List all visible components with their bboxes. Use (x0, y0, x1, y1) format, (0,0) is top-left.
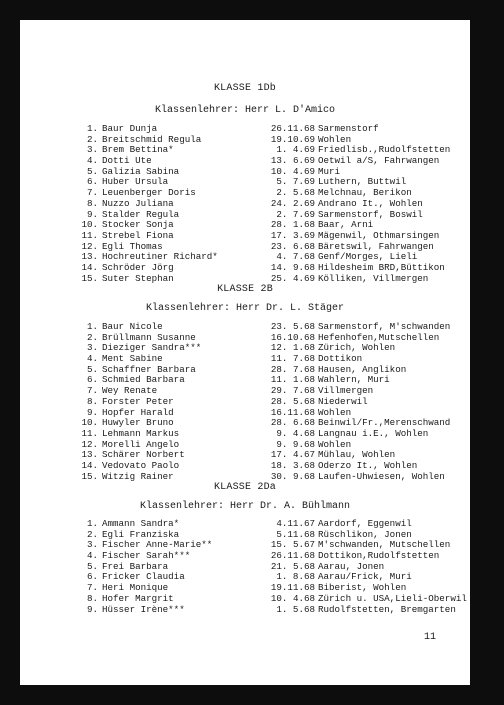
student-name: Schröder Jörg (102, 261, 174, 273)
student-list-1db (80, 124, 465, 284)
student-name: Fricker Claudia (102, 571, 185, 583)
student-row (80, 605, 465, 616)
student-name: Dieziger Sandra*** (102, 342, 202, 354)
birth-date: 10. 4.69 (270, 165, 315, 177)
student-name: Hopfer Harald (102, 406, 174, 418)
hometown: Dottikon (318, 353, 363, 365)
birth-date: 25. 4.69 (270, 272, 315, 284)
student-list-2da (80, 519, 465, 615)
birth-date: 1. 8.68 (276, 571, 315, 583)
birth-date: 13. 6.69 (270, 155, 315, 167)
birth-date: 23. 5.68 (270, 321, 315, 332)
hometown: Wahlern, Muri (318, 374, 390, 386)
hometown: Mühlau, Wohlen (318, 449, 396, 461)
student-row (80, 429, 465, 440)
birth-date: 5.11.68 (276, 528, 315, 540)
student-name: Morelli Angelo (102, 438, 180, 450)
birth-date: 9. 9.68 (276, 438, 315, 450)
hometown: Aardorf, Eggenwil (318, 518, 412, 529)
birth-date: 21. 5.68 (270, 560, 315, 572)
hometown: Aarau, Jonen (318, 560, 385, 572)
student-row (80, 274, 465, 285)
hometown: Hefenhofen,Mutschellen (318, 331, 440, 343)
student-row (80, 594, 465, 605)
student-number: 2. (86, 528, 98, 540)
birth-date: 1. 5.68 (276, 603, 315, 615)
student-number: 13. (81, 251, 98, 263)
student-name: Fischer Anne-Marie** (102, 539, 213, 551)
student-list-2b (80, 322, 465, 482)
hometown: Aarau/Frick, Muri (318, 571, 412, 583)
student-row (80, 472, 465, 483)
birth-date: 17. 4.67 (270, 449, 315, 461)
student-name: Hüsser Irène*** (102, 603, 185, 615)
birth-date: 4. 7.68 (276, 251, 315, 263)
student-number: 14. (81, 459, 98, 471)
student-number: 11. (81, 427, 98, 439)
student-name: Brem Bettina* (102, 144, 174, 156)
student-name: Galizia Sabina (102, 165, 180, 177)
student-number: 8. (86, 395, 98, 407)
student-name: Fischer Sarah*** (102, 550, 191, 562)
student-name: Suter Stephan (102, 272, 174, 284)
student-number: 10. (81, 417, 98, 429)
hometown: Melchnau, Berikon (318, 187, 412, 199)
student-number: 1. (86, 123, 98, 134)
birth-date: 16.11.68 (270, 406, 315, 418)
student-name: Stocker Sonja (102, 219, 174, 231)
student-number: 11. (81, 229, 98, 241)
student-number: 15. (81, 272, 98, 284)
student-name: Schaffner Barbara (102, 363, 196, 375)
student-name: Breitschmid Regula (102, 133, 202, 145)
birth-date: 19.11.68 (270, 582, 315, 594)
student-number: 12. (81, 240, 98, 252)
student-number: 3. (86, 342, 98, 354)
hometown: Laufen-Uhwiesen, Wohlen (318, 470, 445, 482)
birth-date: 28. 7.68 (270, 363, 315, 375)
hometown: Kölliken, Villmergen (318, 272, 429, 284)
hometown: Rudolfstetten, Bremgarten (318, 603, 456, 615)
student-name: Witzig Rainer (102, 470, 174, 482)
student-name: Ment Sabine (102, 353, 163, 365)
hometown: Bäretswil, Fahrwangen (318, 240, 434, 252)
hometown: Oderzo It., Wohlen (318, 459, 418, 471)
student-number: 9. (86, 208, 98, 220)
student-number: 5. (86, 560, 98, 572)
hometown: Zürich u. USA,Lieli-Oberwil (318, 592, 467, 604)
student-name: Egli Franziska (102, 528, 180, 540)
hometown: Genf/Morges, Lieli (318, 251, 418, 263)
hometown: Oetwil a/S, Fahrwangen (318, 155, 440, 167)
student-number: 7. (86, 582, 98, 594)
hometown: Wohlen (318, 406, 352, 418)
section-teacher-2da: Klassenlehrer: Herr Dr. A. Bühlmann (139, 501, 351, 512)
hometown: Zürich, Wohlen (318, 342, 396, 354)
student-name: Forster Peter (102, 395, 174, 407)
hometown: Dottikon,Rudolfstetten (318, 550, 440, 562)
student-name: Ammann Sandra* (102, 518, 180, 529)
birth-date: 29. 7.68 (270, 385, 315, 397)
hometown: Sarmenstorf, Boswil (318, 208, 423, 220)
student-number: 1. (86, 321, 98, 332)
hometown: Villmergen (318, 385, 374, 397)
hometown: Baar, Arni (318, 219, 374, 231)
student-number: 12. (81, 438, 98, 450)
student-row (80, 397, 465, 408)
student-name: Leuenberger Doris (102, 187, 196, 199)
student-name: Dotti Ute (102, 155, 152, 167)
birth-date: 11. 1.68 (270, 374, 315, 386)
student-number: 8. (86, 592, 98, 604)
birth-date: 17. 3.69 (270, 229, 315, 241)
birth-date: 28. 5.68 (270, 395, 315, 407)
hometown: Biberist, Wohlen (318, 582, 407, 594)
birth-date: 2. 5.68 (276, 187, 315, 199)
birth-date: 28. 1.68 (270, 219, 315, 231)
hometown: Andrano It., Wohlen (318, 197, 423, 209)
student-number: 1. (86, 518, 98, 529)
student-name: Brüllmann Susanne (102, 331, 196, 343)
birth-date: 5. 7.69 (276, 176, 315, 188)
birth-date: 1. 4.69 (276, 144, 315, 156)
student-number: 6. (86, 176, 98, 188)
hometown: Beinwil/Fr.,Merenschwand (318, 417, 451, 429)
student-number: 14. (81, 261, 98, 273)
student-name: Huber Ursula (102, 176, 169, 188)
student-number: 5. (86, 165, 98, 177)
birth-date: 2. 7.69 (276, 208, 315, 220)
student-number: 15. (81, 470, 98, 482)
birth-date: 23. 6.68 (270, 240, 315, 252)
student-number: 2. (86, 133, 98, 145)
student-name: Wey Renate (102, 385, 158, 397)
student-name: Huwyler Bruno (102, 417, 174, 429)
section-teacher-1db: Klassenlehrer: Herr L. D'Amico (154, 105, 336, 116)
section-title-1db: KLASSE 1Db (213, 83, 276, 94)
student-number: 5. (86, 363, 98, 375)
student-name: Hofer Margrit (102, 592, 174, 604)
student-name: Heri Monique (102, 582, 169, 594)
student-number: 4. (86, 155, 98, 167)
hometown: Hildesheim BRD,Büttikon (318, 261, 445, 273)
student-number: 9. (86, 406, 98, 418)
student-name: Hochreutiner Richard* (102, 251, 218, 263)
student-number: 2. (86, 331, 98, 343)
student-number: 6. (86, 571, 98, 583)
student-name: Schärer Norbert (102, 449, 185, 461)
hometown: Luthern, Buttwil (318, 176, 407, 188)
hometown: Niederwil (318, 395, 368, 407)
student-number: 4. (86, 353, 98, 365)
birth-date: 26.11.68 (270, 550, 315, 562)
hometown: Sarmenstorf, M'schwanden (318, 321, 451, 332)
student-name: Baur Nicole (102, 321, 163, 332)
student-number: 13. (81, 449, 98, 461)
hometown: Friedlisb.,Rudolfstetten (318, 144, 451, 156)
birth-date: 11. 7.68 (270, 353, 315, 365)
birth-date: 15. 5.67 (270, 539, 315, 551)
student-number: 10. (81, 219, 98, 231)
birth-date: 28. 6.68 (270, 417, 315, 429)
birth-date: 10. 4.68 (270, 592, 315, 604)
student-name: Frei Barbara (102, 560, 169, 572)
birth-date: 18. 3.68 (270, 459, 315, 471)
birth-date: 4.11.67 (276, 518, 315, 529)
birth-date: 30. 9.68 (270, 470, 315, 482)
hometown: Muri (318, 165, 341, 177)
birth-date: 14. 9.68 (270, 261, 315, 273)
hometown: Hausen, Anglikon (318, 363, 407, 375)
student-name: Stalder Regula (102, 208, 180, 220)
hometown: Sarmenstorf (318, 123, 379, 134)
student-name: Vedovato Paolo (102, 459, 180, 471)
student-number: 6. (86, 374, 98, 386)
student-number: 8. (86, 197, 98, 209)
student-name: Egli Thomas (102, 240, 163, 252)
student-number: 3. (86, 539, 98, 551)
birth-date: 16.10.68 (270, 331, 315, 343)
birth-date: 19.10.69 (270, 133, 315, 145)
student-row (80, 231, 465, 242)
document-page (20, 20, 470, 685)
hometown: Langnau i.E., Wohlen (318, 427, 429, 439)
section-title-2b: KLASSE 2B (217, 284, 273, 295)
student-name: Nuzzo Juliana (102, 197, 174, 209)
birth-date: 12. 1.68 (270, 342, 315, 354)
student-row (80, 199, 465, 210)
hometown: Wohlen (318, 438, 352, 450)
student-number: 9. (86, 603, 98, 615)
student-number: 7. (86, 187, 98, 199)
birth-date: 9. 4.68 (276, 427, 315, 439)
hometown: Wohlen (318, 133, 352, 145)
hometown: Rüschlikon, Jonen (318, 528, 412, 540)
page-number: 11 (423, 632, 436, 643)
student-name: Baur Dunja (102, 123, 158, 134)
student-name: Lehmann Markus (102, 427, 180, 439)
section-teacher-2b: Klassenlehrer: Herr Dr. L. Stäger (145, 303, 345, 314)
hometown: Mägenwil, Othmarsingen (318, 229, 440, 241)
student-number: 4. (86, 550, 98, 562)
hometown: M'schwanden, Mutschellen (318, 539, 451, 551)
student-name: Strebel Fiona (102, 229, 174, 241)
student-number: 7. (86, 385, 98, 397)
student-number: 3. (86, 144, 98, 156)
section-title-2da: KLASSE 2Da (213, 482, 276, 493)
birth-date: 26.11.68 (270, 123, 315, 134)
birth-date: 24. 2.69 (270, 197, 315, 209)
student-name: Schmied Barbara (102, 374, 185, 386)
